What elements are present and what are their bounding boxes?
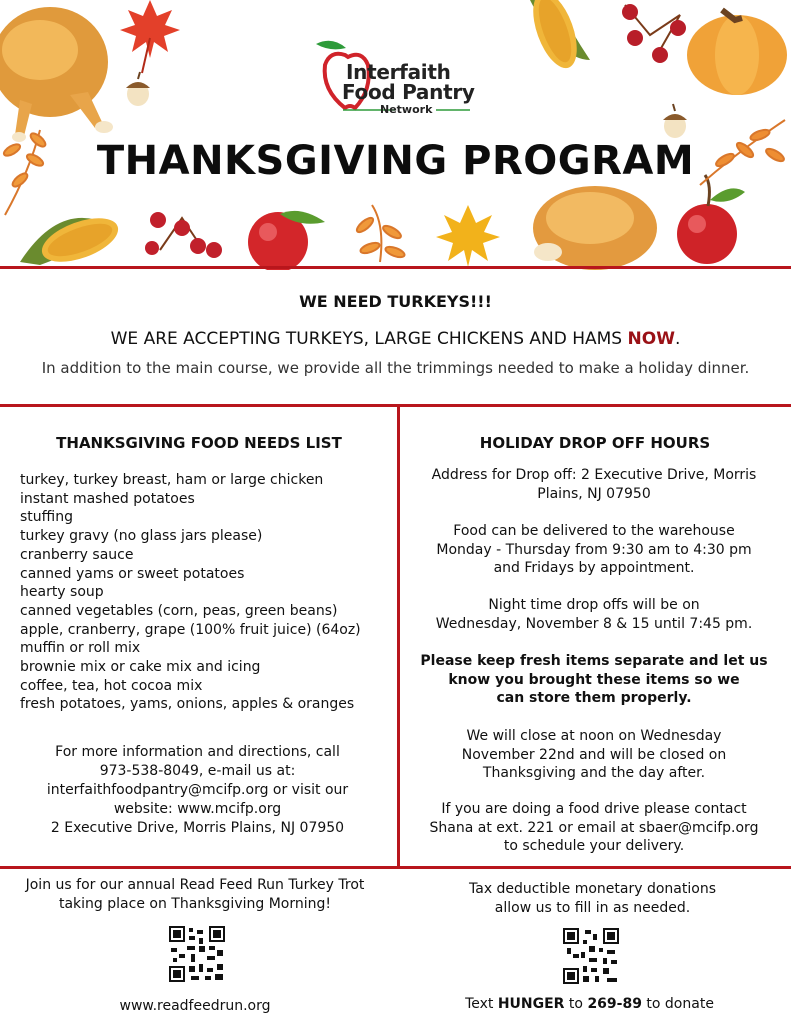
logo-name-line3: Network — [380, 103, 433, 116]
text-line: Monday - Thursday from 9:30 am to 4:30 pm — [436, 541, 752, 558]
warehouse-hours — [412, 522, 776, 578]
accepting-statement — [0, 329, 791, 349]
logo-name-line1: Interfaith — [346, 60, 451, 84]
text-line: Plains, NJ 07950 — [537, 485, 651, 502]
page-title: THANKSGIVING PROGRAM — [96, 138, 695, 184]
divider-column — [397, 404, 400, 868]
divider-top — [0, 266, 791, 269]
food-needs-list — [20, 471, 361, 714]
trimmings-text: In addition to the main course, we provide all the trimmings needed to make a holiday dinner. — [41, 359, 750, 377]
berries-icon — [622, 4, 686, 63]
night-dropoff — [412, 596, 776, 633]
address-line: 2 Executive Drive, Morris Plains, NJ 07950 — [50, 820, 345, 836]
roast-turkey-icon — [0, 7, 113, 142]
text-to-donate — [412, 996, 767, 1012]
divider-middle — [0, 404, 791, 407]
text-line: taking place on Thanksgiving Morning! — [58, 896, 331, 912]
tax-donation-note — [420, 880, 765, 918]
hunger-keyword: HUNGER — [497, 996, 565, 1012]
phone-line[interactable]: 973-538-8049, e-mail us at: — [99, 763, 296, 779]
donation-number: 269-89 — [587, 996, 642, 1012]
now-emphasis: NOW — [627, 329, 675, 349]
text-prefix: Text — [465, 996, 498, 1012]
list-item: hearty soup — [20, 584, 104, 601]
header-illustrations — [0, 0, 791, 270]
apple-icon — [677, 175, 745, 264]
text-line: Tax deductible monetary donations — [469, 881, 716, 897]
logo-name-line2: Food Pantry — [342, 80, 475, 104]
list-item: turkey gravy (no glass jars please) — [20, 528, 263, 545]
contact-info — [20, 743, 375, 838]
info-line: For more information and directions, call — [55, 744, 340, 760]
text-line: allow us to fill in as needed. — [494, 900, 691, 916]
food-drive-note — [412, 800, 776, 856]
list-item: canned yams or sweet potatoes — [20, 565, 245, 582]
list-item: muffin or roll mix — [20, 640, 141, 657]
roast-turkey-icon — [533, 186, 657, 270]
dropoff-address — [412, 466, 776, 503]
list-item: brownie mix or cake mix and icing — [20, 659, 261, 676]
text-middle: to — [564, 996, 588, 1012]
text-line: Join us for our annual Read Feed Run Turkey Trot — [25, 877, 365, 893]
acorn-icon — [663, 104, 687, 138]
maple-leaf-icon — [120, 0, 180, 73]
closing-notice — [412, 727, 776, 783]
dropoff-hours-heading: HOLIDAY DROP OFF HOURS — [479, 434, 711, 452]
list-item: turkey, turkey breast, ham or large chicken — [20, 472, 324, 488]
accepting-text: WE ARE ACCEPTING TURKEYS, LARGE CHICKENS AND HAMS — [110, 329, 628, 349]
list-item: fresh potatoes, yams, onions, apples & oranges — [20, 696, 355, 713]
website-line[interactable]: website: www.mcifp.org — [113, 801, 282, 817]
need-turkeys-heading: WE NEED TURKEYS!!! — [299, 292, 492, 311]
text-line: Wednesday, November 8 & 15 until 7:45 pm. — [435, 615, 753, 632]
text-line: Thanksgiving and the day after. — [482, 765, 706, 781]
turkey-trot-promo — [10, 876, 380, 914]
acorn-icon — [126, 72, 150, 106]
qr-code-icon[interactable] — [563, 928, 619, 984]
text-line: Shana at ext. 221 or email at sbaer@mcifp.org — [429, 819, 759, 836]
readfeedrun-link[interactable]: www.readfeedrun.org — [119, 998, 271, 1014]
text-suffix: to donate — [641, 996, 714, 1012]
accepting-period: . — [674, 329, 681, 349]
fresh-items-note — [412, 652, 776, 708]
text-line: We will close at noon on Wednesday — [466, 728, 722, 744]
berries-icon — [145, 212, 222, 258]
leaf-sprig-icon — [355, 205, 406, 262]
text-line: to schedule your delivery. — [503, 838, 685, 854]
list-item: instant mashed potatoes — [20, 490, 195, 507]
text-line: If you are doing a food drive please contact — [441, 801, 747, 817]
text-line: Please keep fresh items separate and let us — [420, 653, 768, 669]
food-needs-heading: THANKSGIVING FOOD NEEDS LIST — [56, 434, 342, 452]
list-item: cranberry sauce — [20, 546, 134, 563]
corn-icon — [524, 0, 590, 74]
list-item: canned vegetables (corn, peas, green beans) — [20, 602, 338, 619]
maple-leaf-icon — [436, 205, 500, 267]
qr-code-icon[interactable] — [169, 926, 225, 982]
list-item: apple, cranberry, grape (100% fruit juice) (64oz) — [20, 621, 361, 638]
text-line: Food can be delivered to the warehouse — [453, 523, 735, 539]
text-line: November 22nd and will be closed on — [461, 746, 727, 763]
pumpkin-icon — [687, 10, 787, 95]
text-line: know you brought these items so we — [448, 671, 740, 688]
text-line: can store them properly. — [496, 690, 692, 706]
divider-bottom — [0, 866, 791, 869]
text-line: and Fridays by appointment. — [493, 560, 695, 576]
text-line: Address for Drop off: 2 Executive Drive, Morris — [431, 467, 757, 483]
corn-icon — [20, 209, 124, 270]
apple-icon — [248, 211, 325, 270]
list-item: stuffing — [20, 509, 73, 526]
email-line[interactable]: interfaithfoodpantry@mcifp.org or visit our — [46, 782, 349, 798]
list-item: coffee, tea, hot cocoa mix — [20, 677, 203, 694]
text-line: Night time drop offs will be on — [488, 597, 700, 613]
